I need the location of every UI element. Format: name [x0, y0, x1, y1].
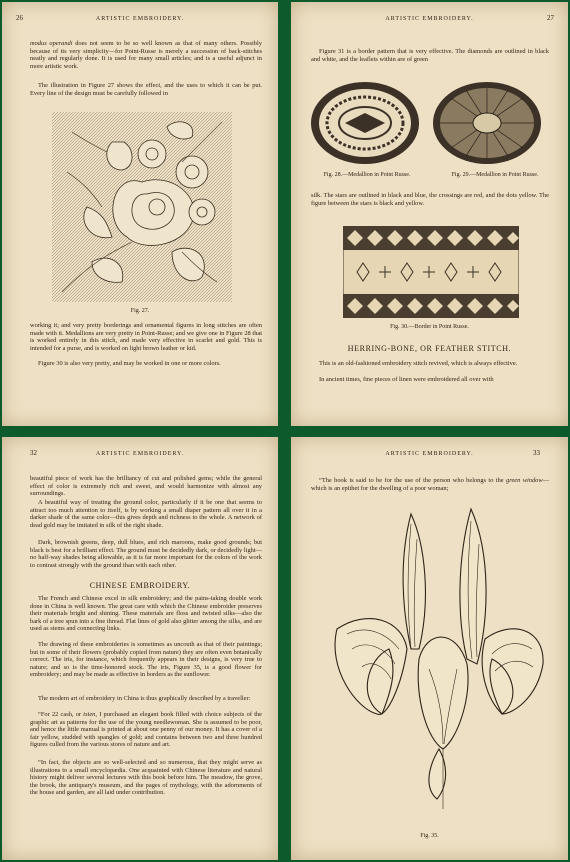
italic-text: green window — [506, 477, 543, 484]
figure-caption: Fig. 27. — [130, 308, 150, 314]
figure-caption-30: Fig. 30.—Border in Point Russe. — [390, 324, 469, 330]
paragraph: The drawing of these embroideries is sometimes as uncouth as that of their paintings; but in some of their flowers (probably copied from nature) they are often even botanically correct. The iris, for instance, which frequently appears in their designs, is very true to nature; and so is the time-honored stock. The iris, Figure 35, is a good flower for embroidery; and may be made as effective in borders as the sunflower. — [30, 641, 262, 679]
page-32 — [2, 437, 278, 860]
paragraph: The French and Chinese excel in silk embroidery; and the pains-taking double work done in China is well known. The great care with which the Chinese embroider preserves their materials bright and shining. These materials are floss and twisted silks—also the bark of a tree spun into a fine thread. Flat lines of gold also glitter among the silks, and are used as stems and connecting links. — [30, 595, 262, 633]
paragraph: A beautiful way of treating the ground color, particularly if it be one that seems to attract too much attention to itself, is by working a small diaper pattern all over it in a darker shade of the same color—this gives depth and richness to the whole. A network of dead gold may be imitated in silk of the right shade. — [30, 499, 262, 529]
paragraph: The modern art of embroidery in China is thus graphically described by a traveller: — [38, 695, 251, 702]
running-header: ARTISTIC EMBROIDERY. — [95, 16, 185, 22]
paragraph — [30, 711, 262, 749]
figure-caption: Fig. 35. — [420, 833, 439, 839]
figure-27-rose-embroidery — [52, 112, 232, 302]
paragraph: In ancient times, fine pieces of linen were embroidered all over with — [319, 376, 494, 383]
figure-caption-28: Fig. 28.—Medallion in Point Russe. — [323, 172, 411, 178]
paragraph-text: “For 22 cash, or — [38, 711, 84, 718]
running-header: ARTISTIC EMBROIDERY. — [95, 451, 185, 457]
paragraph: The illustration in Figure 27 shows the effect, and the uses to which it can be put. Every line of the design must be carefully followed in — [30, 82, 262, 97]
page-number: 32 — [30, 449, 37, 457]
paragraph: Figure 30 is also very pretty, and may be worked in one or more colors. — [38, 360, 221, 367]
paragraph — [311, 477, 549, 492]
paragraph: silk. The stars are outlined in black and blue, the crossings are red, and the dots yellow. The figure between the stars is black and yellow. — [311, 192, 549, 207]
paragraph-text: “The book is said to be for the use of the person who belongs to the — [319, 477, 506, 484]
paragraph: Dark, brownish greens, deep, dull blues, and rich maroons, make good grounds; but black is best for a brilliant effect. The ground must be decidedly dark, or decidedly light—no half-way shades being allowable, as it is far more important for the colors of the work to contrast strongly with the ground than with each other. — [30, 539, 262, 569]
page-number: 27 — [547, 14, 554, 22]
figure-caption-29: Fig. 29.—Medallion in Point Russe. — [451, 172, 539, 178]
figure-28-medallion — [309, 80, 421, 166]
figure-35-iris-illustration — [307, 499, 553, 817]
section-heading: CHINESE EMBROIDERY. — [89, 581, 191, 590]
italic-text: tsien — [83, 711, 96, 718]
paragraph-text: , I purchased an elegant book filled with choice subjects of the graphic art as patterns for the use of the young needlewoman. She is assumed to be poor, and hence the little manual is printed at about one penny of our money. It has a cover of a fair yellow, studded with spangles of gold; and contains between two and three hundred figures culled from the various stores of nature and art. — [30, 711, 262, 749]
page-number: 33 — [533, 449, 540, 457]
page-number: 26 — [16, 14, 23, 22]
paragraph: This is an old-fashioned embroidery stitch revived, which is always effective. — [319, 360, 518, 367]
figure-30-border — [343, 226, 519, 318]
paragraph-text: does not seem to be so well known as that of many others. Possibly because of its very simplicity—for Point-Russe is merely a succession of back-stitches neatly and regularly done. It is used for many small articles; and is a useful adjunct in more artistic work. — [30, 40, 262, 70]
page-26 — [2, 2, 278, 426]
section-heading: HERRING-BONE, OR FEATHER STITCH. — [347, 344, 512, 353]
paragraph-text: —which is an epithet for the dwelling of a poor woman; — [311, 477, 549, 492]
paragraph — [30, 40, 262, 70]
page-33 — [291, 437, 568, 860]
paragraph: “In fact, the objects are so well-selected and so numerous, that they might serve as illustrations to a small encyclopædia. One acquainted with Chinese literature and natural history might deliver several lectures with this book before him. The meadow, the grove, the brook, the antiquary's museum, and the pages of mythology, with the adornments of the house and garden, are all laid under contribution. — [30, 759, 262, 797]
italic-text: modus operandi — [30, 40, 73, 47]
running-header: ARTISTIC EMBROIDERY. — [385, 451, 474, 457]
figure-29-medallion — [431, 80, 543, 166]
paragraph: working it; and very pretty borderings and ornamental figures in long stitches are often made with it. Medallions are very pretty in Point-Russe; and we give one in Figure 28 that is worked entirely in this stitch, and made very effective in scarlet and gold. This is intended for a purse, and is worked on light brown leather or kid. — [30, 322, 262, 352]
running-header: ARTISTIC EMBROIDERY. — [385, 16, 474, 22]
paragraph: Figure 31 is a border pattern that is very effective. The diamonds are outlined in black and white, and the leaflets within are of green — [311, 48, 549, 63]
paragraph: beautiful piece of work has the brilliancy of cut and polished gems; while the general effect of color is extremely rich and sweet, and would harmonize with almost any surroundings. — [30, 475, 262, 498]
page-27 — [291, 2, 568, 426]
